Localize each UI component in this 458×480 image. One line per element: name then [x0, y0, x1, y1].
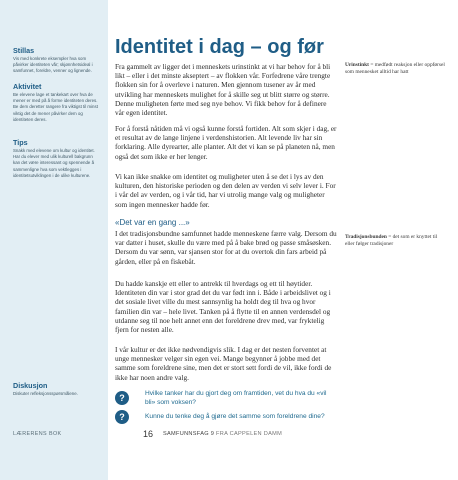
glossary-definition: = det som er knyttet til eller følger tradisjoner: [345, 234, 438, 247]
page-title: Identitet i dag – og før: [115, 36, 324, 58]
sidebar-text: Diskuter refleksjonsspørsmålene.: [13, 391, 78, 396]
glossary-term: Urinstinkt: [345, 62, 369, 68]
question-mark-icon: ?: [115, 410, 129, 424]
section-subheading: «Det var en gang ...»: [115, 218, 190, 227]
question-text: Kunne du tenke deg å gjøre det samme som foreldrene dine?: [145, 413, 325, 420]
sidebar-section-stillas: [13, 46, 101, 75]
question-text: Hvilke tanker har du gjort deg om framtiden, vet du hva du «vil bli» som voksen?: [145, 390, 327, 406]
sidebar-section-tips: [13, 138, 101, 179]
body-paragraph: Vi kan ikke snakke om identitet og muligheter uten å se det i lys av den kulturen, den historiske perioden og den delen av verden vi selv lever i. For i vår del av verden, og i vår tid, har vi utrolig mange valg og muligheter som ingen mennesker hadde før.: [115, 172, 336, 209]
publisher-name: FRA CAPPELEN DAMM: [216, 431, 283, 437]
body-paragraph: I vår kultur er det ikke nødvendigvis slik. I dag er det nesten forventet at unge mennesker velger sin egen vei. Mange begynner å jobbe med det samme som foreldrene sine, men det er stort sett fordi de vil, ikke fordi de ikke har noen andre valg.: [115, 345, 332, 382]
body-paragraph: I det tradisjonsbundne samfunnet hadde menneskene færre valg. Dersom du var datter i huset, skulle du være med på å bake brød og passe småsøsken. Dersom du var sønn, var sjansen stor for at du overtok din fars arbeid på gården, eller på en fiskebåt.: [115, 229, 337, 266]
sidebar-heading: Diskusjon: [13, 381, 48, 390]
sidebar-heading: Aktivitet: [13, 82, 42, 91]
page-number: 16: [143, 429, 154, 439]
sidebar-heading: Tips: [13, 138, 28, 147]
sidebar-text: Be elevene lage et tankekart over hva de mener er med på å forme identiteten deres. Be dem deretter rangere fra viktigst til minst viktig det de mener påvirker dem og identiteten deres.: [13, 92, 98, 122]
sidebar-text: Vis med konkrete eksempler hva som påvirker identiteten vår; skjønnhetsideal i samfunnet, foreldre, venner og lignende.: [13, 56, 93, 74]
sidebar-section-diskusjon: [13, 381, 101, 397]
glossary-term: Tradisjonsbunden: [345, 234, 387, 240]
glossary-definition: = medfødt reaksjon eller oppførsel som mennesket alltid har hatt: [345, 62, 445, 75]
body-paragraph: Fra gammelt av ligger det i menneskets urinstinkt at vi har behov for å bli likt – eller i det minste akseptert – av flokken vår. Forfedrene våre trengte flokken sin for å overleve i naturen. Men gjennom tusener av år med utvikling har menneskets mulighet for å skille seg ut blitt større og større. Denne muligheten førte med seg nye behov. Vi fikk behov for å definere vår egen identitet.: [115, 62, 331, 118]
sidebar-section-aktivitet: [13, 82, 101, 123]
sidebar-text: Snakk med elevene om kultur og identitet. Har du elever med ulik kulturell bakgrunn kan det være interessant og spennende å sammenligne hva som vektlegges i identitetsutviklingen i de ulike kulturene.: [13, 148, 95, 178]
running-footer: [163, 431, 282, 437]
glossary-note: [345, 234, 445, 248]
body-paragraph: For å forstå nåtiden må vi også kunne forstå fortiden. Alt som skjer i dag, er et resultat av de lange linjene i verdenshistorien. Alt levende liv har sin forklaring. Alle dyrearter, alle planter. Alt det vi kan se på planeten nå, men også det som ikke er her lenger.: [115, 124, 337, 161]
sidebar-heading: Stillas: [13, 46, 35, 55]
teacher-sidebar: [0, 0, 108, 480]
glossary-note: [345, 62, 445, 76]
question-mark-icon: ?: [115, 391, 129, 405]
body-paragraph: Du hadde kanskje ett eller to antrekk til hverdags og ett til høytider. Identiteten din var i stor grad det du var født inn i. Både i arbeidslivet og i det sosiale livet ville du mest sannsynlig ha holdt deg til hva og hvor familien din var – hele livet. Tanken på å flytte til en annen verdensdel og utdanne seg til noe helt annet enn det foreldrene drev med, var fryktelig fjern for nesten alle.: [115, 279, 331, 335]
book-title: SAMFUNNSFAG 9: [163, 431, 215, 437]
sidebar-footer: LÆRERENS BOK: [13, 431, 62, 437]
